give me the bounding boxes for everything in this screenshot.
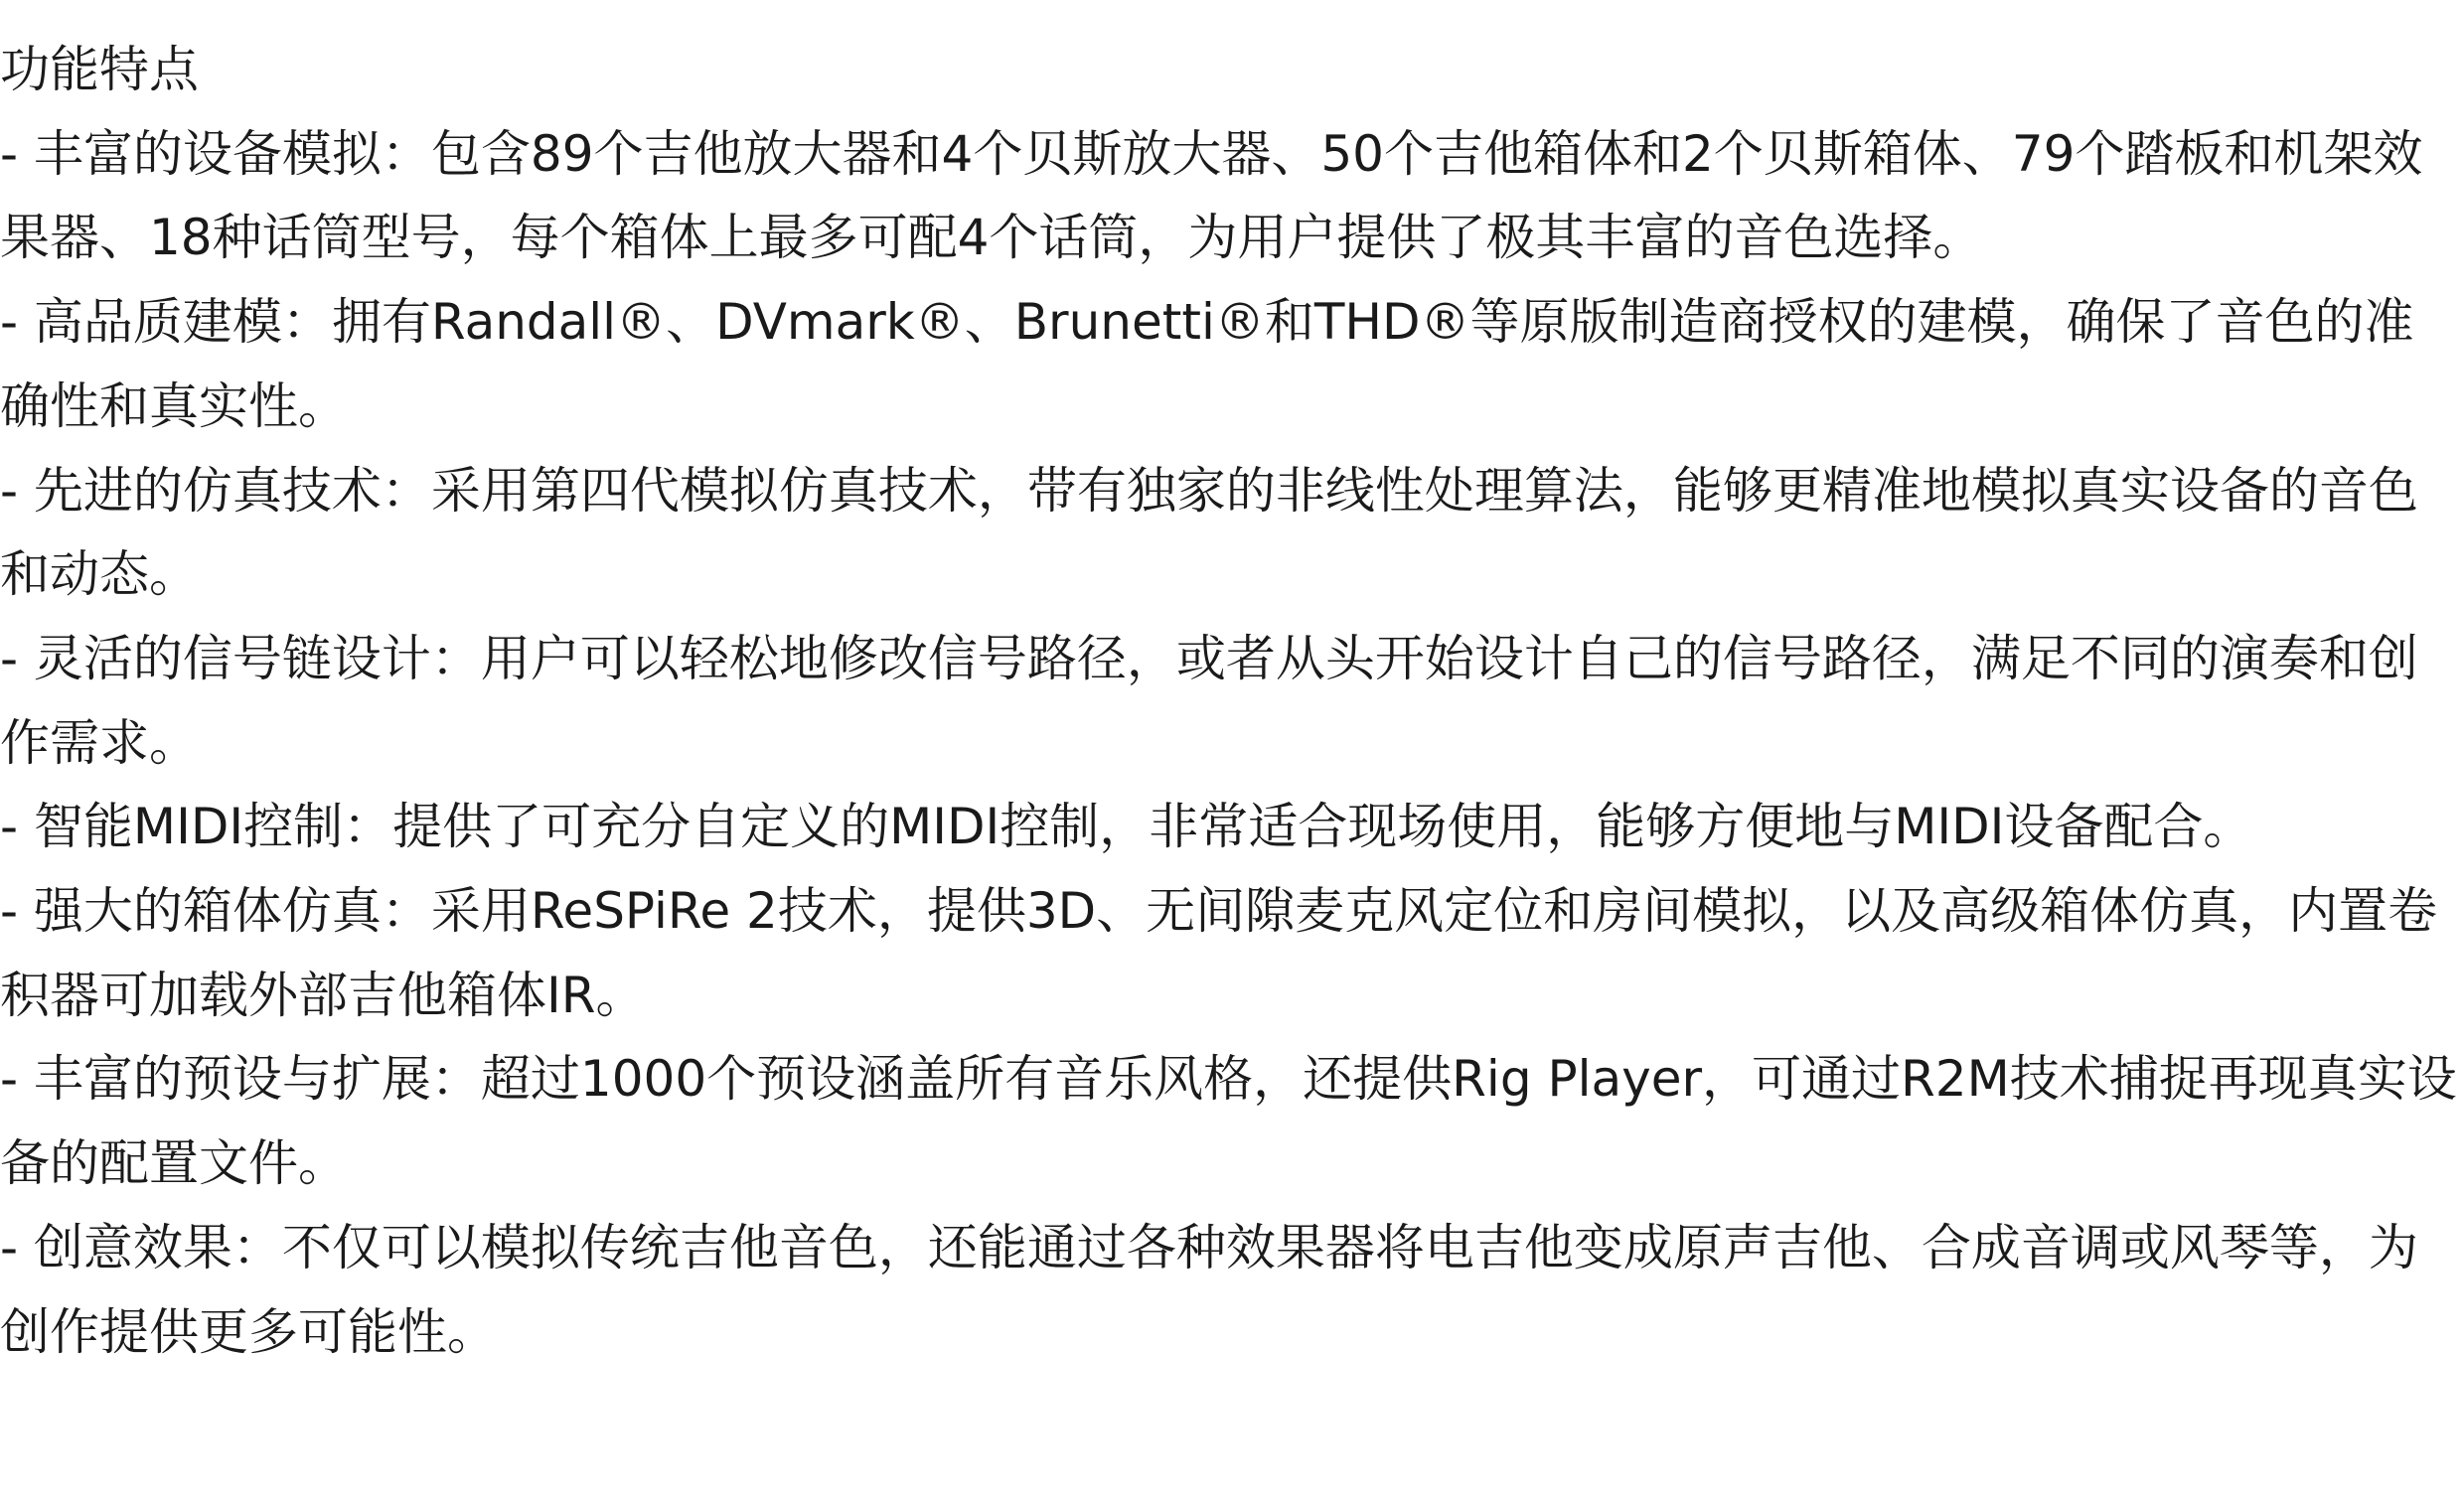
- feature-item-high-quality-modeling: - 高品质建模：拥有Randall®、DVmark®、Brunetti®和THD®等原版制造商授权的建模，确保了音色的准确性和真实性。: [0, 293, 2414, 435]
- feature-item-cabinet-simulation: - 强大的箱体仿真：采用ReSPiRe 2技术，提供3D、无间隙麦克风定位和房间模拟，以及高级箱体仿真，内置卷积器可加载外部吉他箱体IR。: [0, 882, 2438, 1024]
- feature-item-midi-control: - 智能MIDI控制：提供了可充分自定义的MIDI控制，非常适合现场使用，能够方便地与MIDI设备配合。: [0, 798, 2253, 856]
- feature-item-creative-effects: - 创意效果：不仅可以模拟传统吉他音色，还能通过各种效果器将电吉他变成原声吉他、合成音调或风琴等，为创作提供更多可能性。: [0, 1218, 2418, 1361]
- feature-item-presets-expansion: - 丰富的预设与扩展：超过1000个预设涵盖所有音乐风格，还提供Rig Player，可通过R2M技术捕捉再现真实设备的配置文件。: [0, 1050, 2457, 1193]
- feature-document: [0, 28, 2460, 1374]
- feature-item-device-modeling: - 丰富的设备模拟：包含89个吉他放大器和4个贝斯放大器、50个吉他箱体和2个贝斯箱体、79个踏板和机架效果器、18种话筒型号，每个箱体上最多可配4个话筒，为用户提供了极其丰富的音色选择。: [0, 124, 2423, 267]
- document-title: 功能特点: [0, 41, 199, 98]
- feature-item-simulation-tech: - 先进的仿真技术：采用第四代模拟仿真技术，带有独家的非线性处理算法，能够更精准地模拟真实设备的音色和动态。: [0, 461, 2418, 604]
- feature-item-signal-chain: - 灵活的信号链设计：用户可以轻松地修改信号路径，或者从头开始设计自己的信号路径，满足不同的演奏和创作需求。: [0, 629, 2418, 772]
